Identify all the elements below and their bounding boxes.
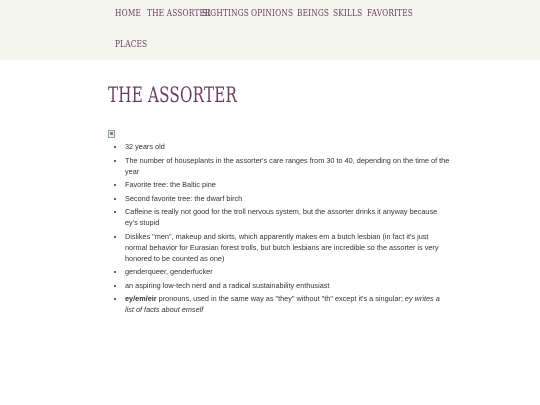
list-item: • The number of houseplants in the assorter's care ranges from 30 to 40, depending on the time of the year: [125, 155, 450, 177]
list-item: • Caffeine is really not good for the troll nervous system, but the assorter drinks it anyway because ey's stupid: [125, 206, 450, 228]
top-navigation: [0, 0, 540, 60]
nav-opinions-link[interactable]: OPINIONS: [251, 9, 294, 19]
page-title: THE ASSORTER: [108, 83, 238, 107]
list-item: • Second favorite tree: the dwarf birch: [125, 193, 450, 204]
list-item: • genderqueer, genderfucker: [125, 266, 450, 277]
nav-favorites-link[interactable]: FAVORITES: [367, 9, 414, 19]
nav-sightings-link[interactable]: SIGHTINGS: [202, 9, 250, 19]
list-item: • an aspiring low-tech nerd and a radical sustainability enthusiast: [125, 280, 450, 291]
pronoun-set: ey/em/eir: [125, 294, 157, 303]
nav-the-assorter-link[interactable]: THE ASSORTER: [147, 9, 211, 19]
list-item: • Dislikes "men", makeup and skirts, which apparently makes em a butch lesbian (in fact it's just normal behavior for Eurasian forest trolls, but butch lesbians are incredible so the assorter is very honored to be counted as one): [125, 231, 450, 264]
nav-beings-link[interactable]: BEINGS: [297, 9, 330, 19]
nav-skills-link[interactable]: SKILLS: [333, 9, 363, 19]
nav-home-link[interactable]: HOME: [115, 9, 142, 19]
facts-list: [108, 141, 450, 318]
list-item-pronouns: [125, 293, 450, 315]
list-item: • Favorite tree: the Baltic pine: [125, 179, 450, 190]
pronoun-example: ey writes a list of facts about emself: [125, 294, 440, 314]
nav-places-link[interactable]: PLACES: [115, 40, 148, 50]
broken-image-icon: [108, 130, 115, 138]
list-item: • 32 years old: [125, 141, 450, 152]
pronoun-description: pronouns, used in the same way as "they" without "th" except it's a singular;: [156, 294, 405, 303]
